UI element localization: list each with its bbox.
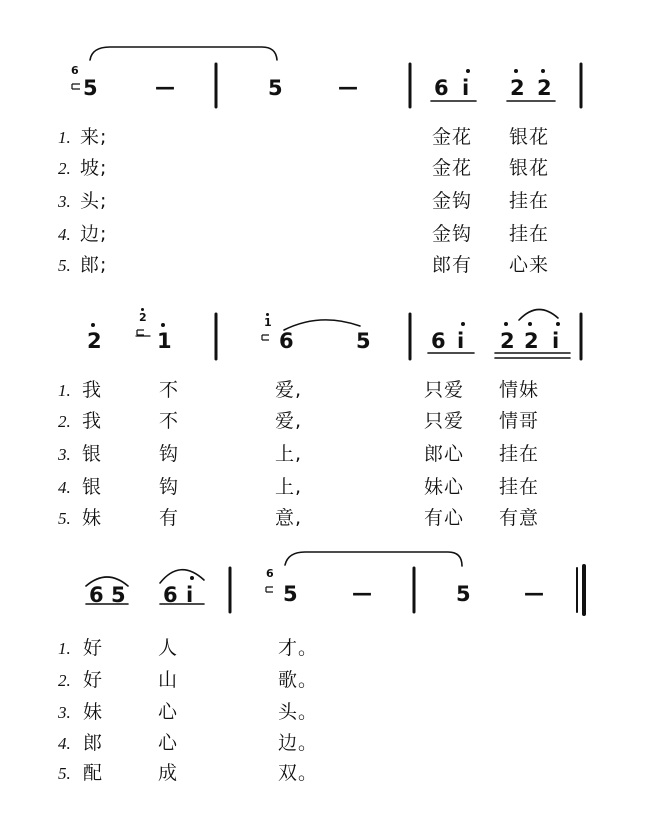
- octave-dot: [541, 69, 545, 73]
- grace-note: 1: [264, 316, 272, 329]
- lyric-text: 银花: [509, 126, 550, 148]
- verse-number: 3.: [58, 703, 71, 722]
- lyric-text: 郎心: [424, 443, 465, 465]
- lyric-text: 郎;: [80, 254, 108, 276]
- note: i: [186, 583, 194, 607]
- verse-number: 2.: [58, 159, 71, 178]
- lyric-text: 妹: [82, 507, 103, 529]
- lyric-text: 山: [158, 669, 179, 691]
- note: 2: [524, 329, 539, 353]
- octave-dot: [528, 322, 532, 326]
- lyric-text: 双。: [278, 762, 319, 784]
- time-sig-mark: [266, 587, 273, 592]
- octave-dot: [466, 69, 470, 73]
- octave-dot: [461, 322, 465, 326]
- note: 5: [456, 582, 471, 606]
- lyric-text: 金花: [432, 126, 473, 148]
- octave-dot: [514, 69, 518, 73]
- verse-number: 4.: [58, 478, 71, 497]
- verse-number: 1.: [58, 381, 71, 400]
- lyric-text: 来;: [80, 126, 108, 148]
- note: 6: [431, 329, 446, 353]
- octave-dot: [161, 323, 165, 327]
- lyric-text: 妹心: [424, 476, 465, 498]
- note: 5: [83, 76, 98, 100]
- lyric-text: 人: [158, 637, 179, 659]
- lyric-text: 上,: [275, 443, 303, 465]
- note: 6: [434, 76, 449, 100]
- verse-number: 2.: [58, 412, 71, 431]
- lyric-text: 坡;: [80, 157, 108, 179]
- lyric-text: 意,: [275, 507, 303, 529]
- lyric-text: 情哥: [499, 410, 540, 432]
- lyric-text: 不: [159, 410, 180, 432]
- lyric-text: 郎: [83, 732, 104, 754]
- octave-dot: [556, 322, 560, 326]
- verse-number: 5.: [58, 256, 71, 275]
- dash: —: [352, 581, 372, 605]
- lyric-text: 好: [83, 637, 104, 659]
- lyric-text: 爱,: [275, 379, 303, 401]
- dash: —: [338, 75, 358, 99]
- lyric-text: 有意: [499, 507, 540, 529]
- verse-number: 1.: [58, 639, 71, 658]
- lyric-text: 我: [82, 379, 103, 401]
- lyric-text: 边。: [278, 732, 319, 754]
- octave-dot: [266, 313, 269, 316]
- slur: [160, 570, 204, 583]
- lyric-text: 情妹: [499, 379, 540, 401]
- slur: [519, 309, 558, 320]
- lyric-text: 挂在: [509, 190, 550, 212]
- lyric-text: 郎有: [432, 254, 473, 276]
- note: i: [457, 329, 465, 353]
- note: 5: [356, 329, 371, 353]
- lyric-text: 钩: [159, 443, 180, 465]
- lyric-text: 心来: [509, 254, 550, 276]
- verse-number: 1.: [58, 128, 71, 147]
- note: 2: [500, 329, 515, 353]
- octave-dot: [504, 322, 508, 326]
- lyric-text: 妹: [83, 701, 104, 723]
- lyric-text: 挂在: [499, 443, 540, 465]
- tie: [285, 552, 462, 566]
- note: 1: [157, 329, 172, 353]
- lyric-text: 金钩: [432, 223, 473, 245]
- time-sig-mark: [137, 330, 144, 335]
- lyric-text: 上,: [275, 476, 303, 498]
- dash: —: [524, 581, 544, 605]
- verse-number: 5.: [58, 509, 71, 528]
- time-signature: 6: [266, 567, 274, 580]
- octave-dot: [91, 323, 95, 327]
- note: 5: [111, 583, 126, 607]
- time-signature: 6: [71, 64, 79, 77]
- note: i: [552, 329, 560, 353]
- lyric-text: 好: [83, 669, 104, 691]
- verse-number: 3.: [58, 445, 71, 464]
- lyric-text: 挂在: [509, 223, 550, 245]
- verse-number: 2.: [58, 671, 71, 690]
- note: 5: [268, 76, 283, 100]
- note: 2: [510, 76, 525, 100]
- lyric-text: 才。: [278, 637, 319, 659]
- lyric-text: 成: [158, 762, 179, 784]
- lyric-text: 银: [82, 443, 103, 465]
- time-sig-mark: [72, 84, 80, 89]
- lyric-text: 不: [159, 379, 180, 401]
- note: 6: [89, 583, 104, 607]
- note: 2: [87, 329, 102, 353]
- lyric-text: 我: [82, 410, 103, 432]
- verse-number: 4.: [58, 734, 71, 753]
- lyric-text: 头。: [278, 701, 319, 723]
- grace-note: 2: [139, 311, 147, 324]
- lyric-text: 配: [83, 762, 104, 784]
- lyric-text: 心: [158, 701, 179, 723]
- note: 2: [537, 76, 552, 100]
- lyric-text: 心: [158, 732, 179, 754]
- lyric-text: 金钩: [432, 190, 473, 212]
- lyric-text: 有: [159, 507, 180, 529]
- lyric-text: 边;: [80, 223, 108, 245]
- lyric-text: 银: [82, 476, 103, 498]
- lyric-text: 爱,: [275, 410, 303, 432]
- lyric-text: 有心: [424, 507, 465, 529]
- lyric-text: 金花: [432, 157, 473, 179]
- tie: [284, 320, 360, 330]
- lyric-text: 歌。: [278, 669, 319, 691]
- tie: [90, 47, 277, 60]
- octave-dot: [141, 308, 144, 311]
- note: 6: [279, 329, 294, 353]
- dash: —: [155, 75, 175, 99]
- note: 5: [283, 582, 298, 606]
- lyric-text: 头;: [80, 190, 108, 212]
- lyric-text: 钩: [159, 476, 180, 498]
- lyric-text: 只爱: [424, 379, 465, 401]
- verse-number: 5.: [58, 764, 71, 783]
- verse-number: 4.: [58, 225, 71, 244]
- note: i: [462, 76, 470, 100]
- lyric-text: 挂在: [499, 476, 540, 498]
- lyric-text: 银花: [509, 157, 550, 179]
- time-sig-mark: [262, 335, 269, 340]
- octave-dot: [190, 576, 194, 580]
- note: 6: [163, 583, 178, 607]
- verse-number: 3.: [58, 192, 71, 211]
- lyric-text: 只爱: [424, 410, 465, 432]
